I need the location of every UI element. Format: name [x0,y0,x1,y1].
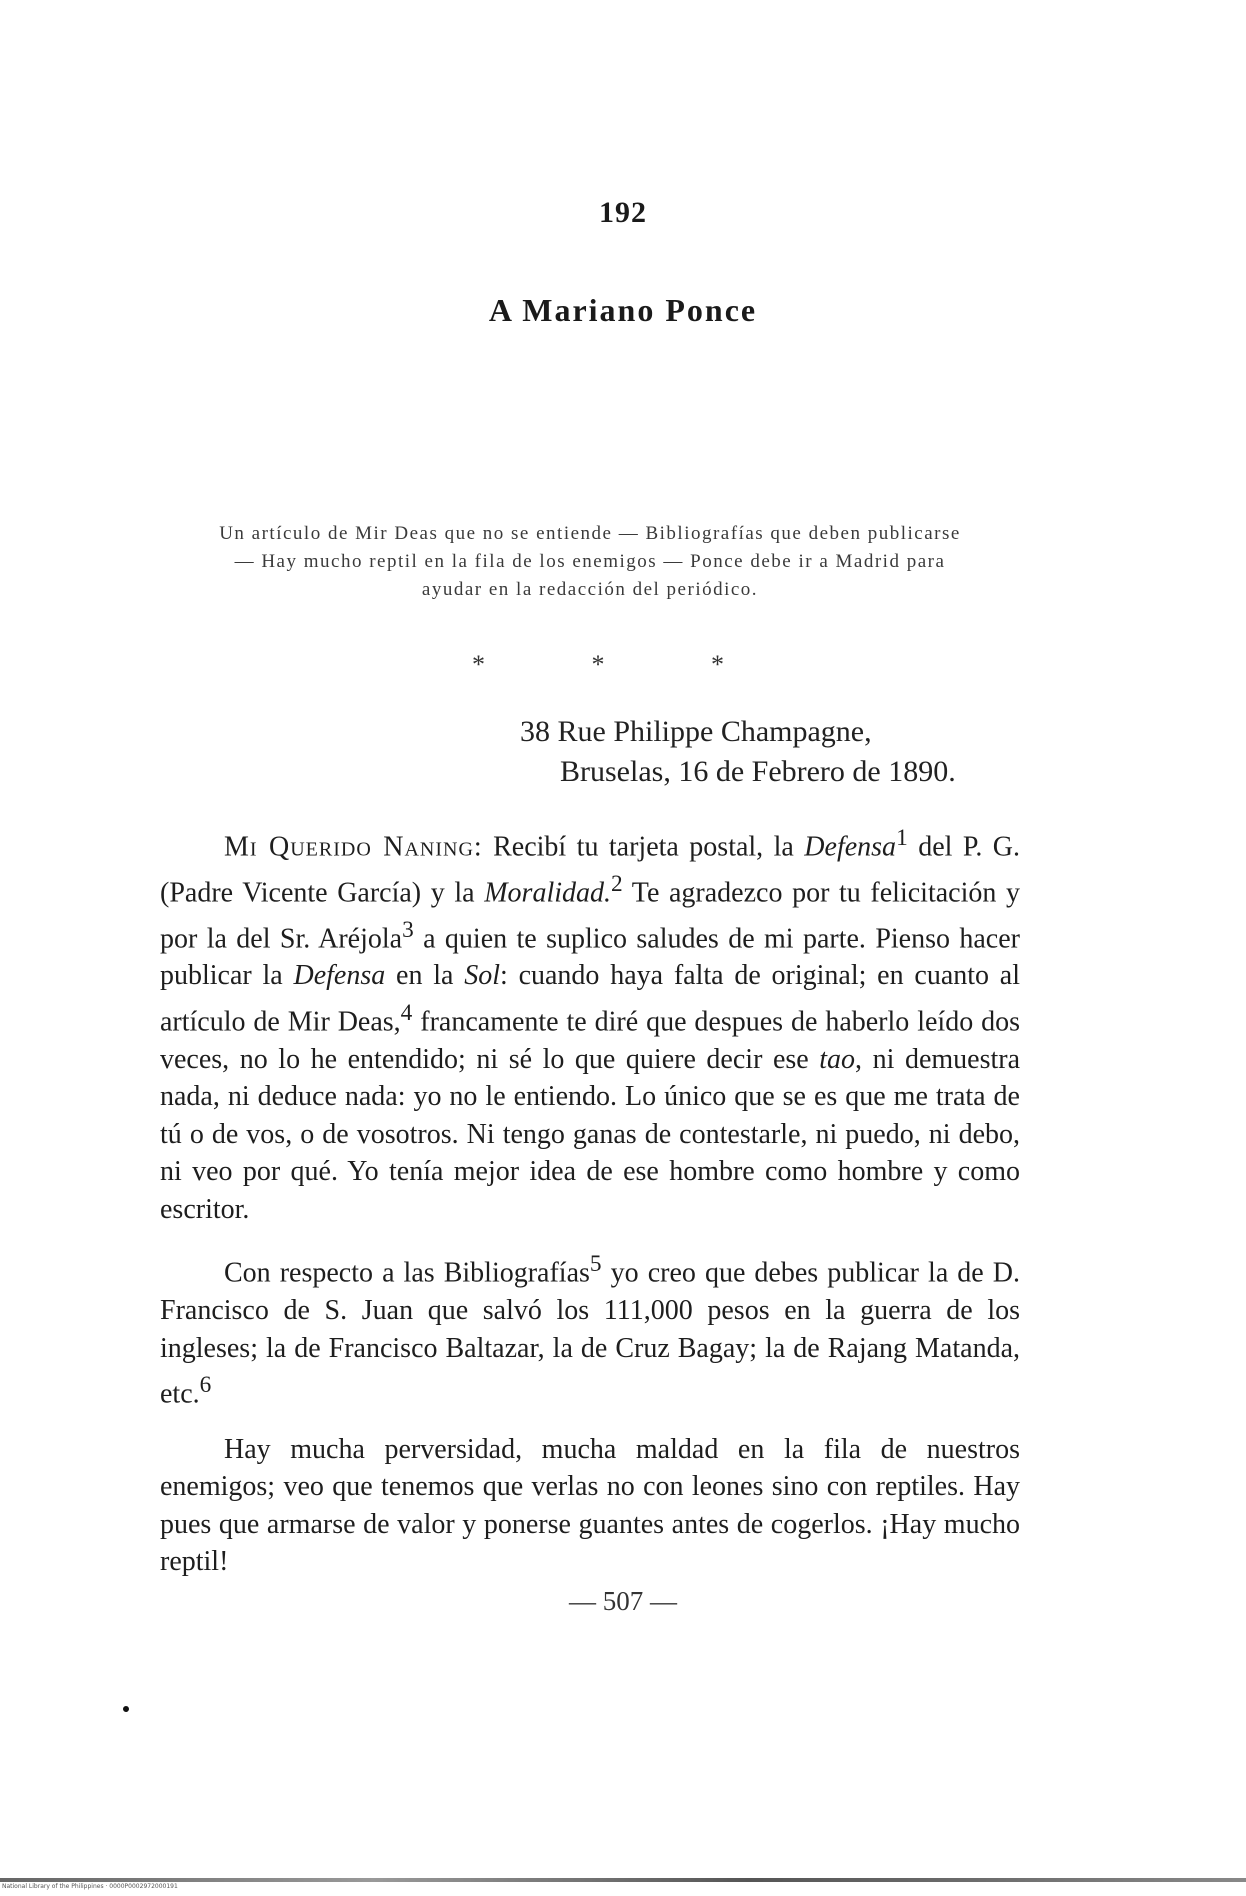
letter-number: 192 [599,196,647,229]
paragraph-text: a quien te suplico saludes de mi parte. Pienso hacer publicar la [160,922,1020,992]
page-number: — 507 — [569,1586,677,1616]
dateline-address: 38 Rue Philippe Champagne, [520,715,872,748]
paragraph-text: del P. G. (Padre Vicente García) y la [160,831,1020,909]
salutation: Mi Querido Naning: [224,831,483,863]
dateline-place-date: Bruselas, 16 de Febrero de 1890. [560,755,956,788]
italic-term: tao [819,1043,856,1075]
italic-term: Sol [464,960,501,992]
paragraph-text: yo creo que debes publicar la de D. Francisco de S. Juan que salvó los 111,000 pesos en la guerra de los ingleses; la de Francisco Baltazar, la de Cruz Bagay; la de Rajang Matanda, etc. [160,1257,1021,1410]
italic-term: Defensa [293,960,386,992]
paragraph-text: en la [385,960,465,992]
summary-text: Un artículo de Mir Deas que no se entiende — Bibliografías que deben publicarse — Hay mucho reptil en la fila de los enemigos — Ponce debe ir a Madrid para ayudar en la redacción del periódico. [219,523,961,600]
paragraph-3 [160,1431,1020,1581]
italic-term: Defensa [804,831,897,863]
paragraph-text: Recibí tu tarjeta postal, la [482,831,805,863]
paragraph-text: , ni demuestra nada, ni deduce nada: yo no le entiendo. Lo único que se es que me trata de tú o de vos, o de vosotros. Ni tengo ganas de contestarle, ni puedo, ni debo, ni veo por qué. Yo tenía mejor idea de ese hombre como hombre y como escritor. [160,1043,1021,1225]
scan-caption: National Library of the Philippines · 0000P0002972000191 [2,1883,178,1890]
paragraph-2 [160,1246,1020,1413]
footnote-ref: 3 [402,916,414,943]
paragraph-text: Te agradezco por tu felicitación y por la del Sr. Aréjola [160,877,1020,954]
paragraph-text: Hay mucha perversidad, mucha maldad en la fila de nuestros enemigos; veo que tenemos que verlas no con leones sino con reptiles. Hay pues que armarse de valor y ponerse guantes antes de cogerlos. ¡Hay mucho reptil! [160,1433,1020,1578]
footnote-ref: 1 [896,825,908,851]
letter-body [160,820,1020,1599]
footnote-ref: 5 [589,1251,602,1278]
dateline [520,712,1040,792]
letter-summary [160,520,1020,604]
footnote-ref: 6 [199,1372,212,1399]
footnote-ref: 4 [400,999,413,1026]
letter-title: A Mariano Ponce [488,292,758,328]
footnote-ref: 2 [611,870,623,897]
section-separator: * * * [472,650,774,679]
italic-term: Moralidad. [484,877,611,909]
paragraph-text: Con respecto a las Bibliografías [224,1257,590,1289]
ink-mark [123,1706,129,1712]
paragraph-1 [160,820,1020,1228]
paragraph-text: francamente te diré que despues de haberlo leído dos veces, no lo he entendido; ni sé lo que quiere decir ese [160,1006,1020,1075]
scan-edge-strip [0,1878,1246,1882]
paragraph-text: : cuando haya falta de original; en cuanto al artículo de Mir Deas, [160,960,1021,1038]
